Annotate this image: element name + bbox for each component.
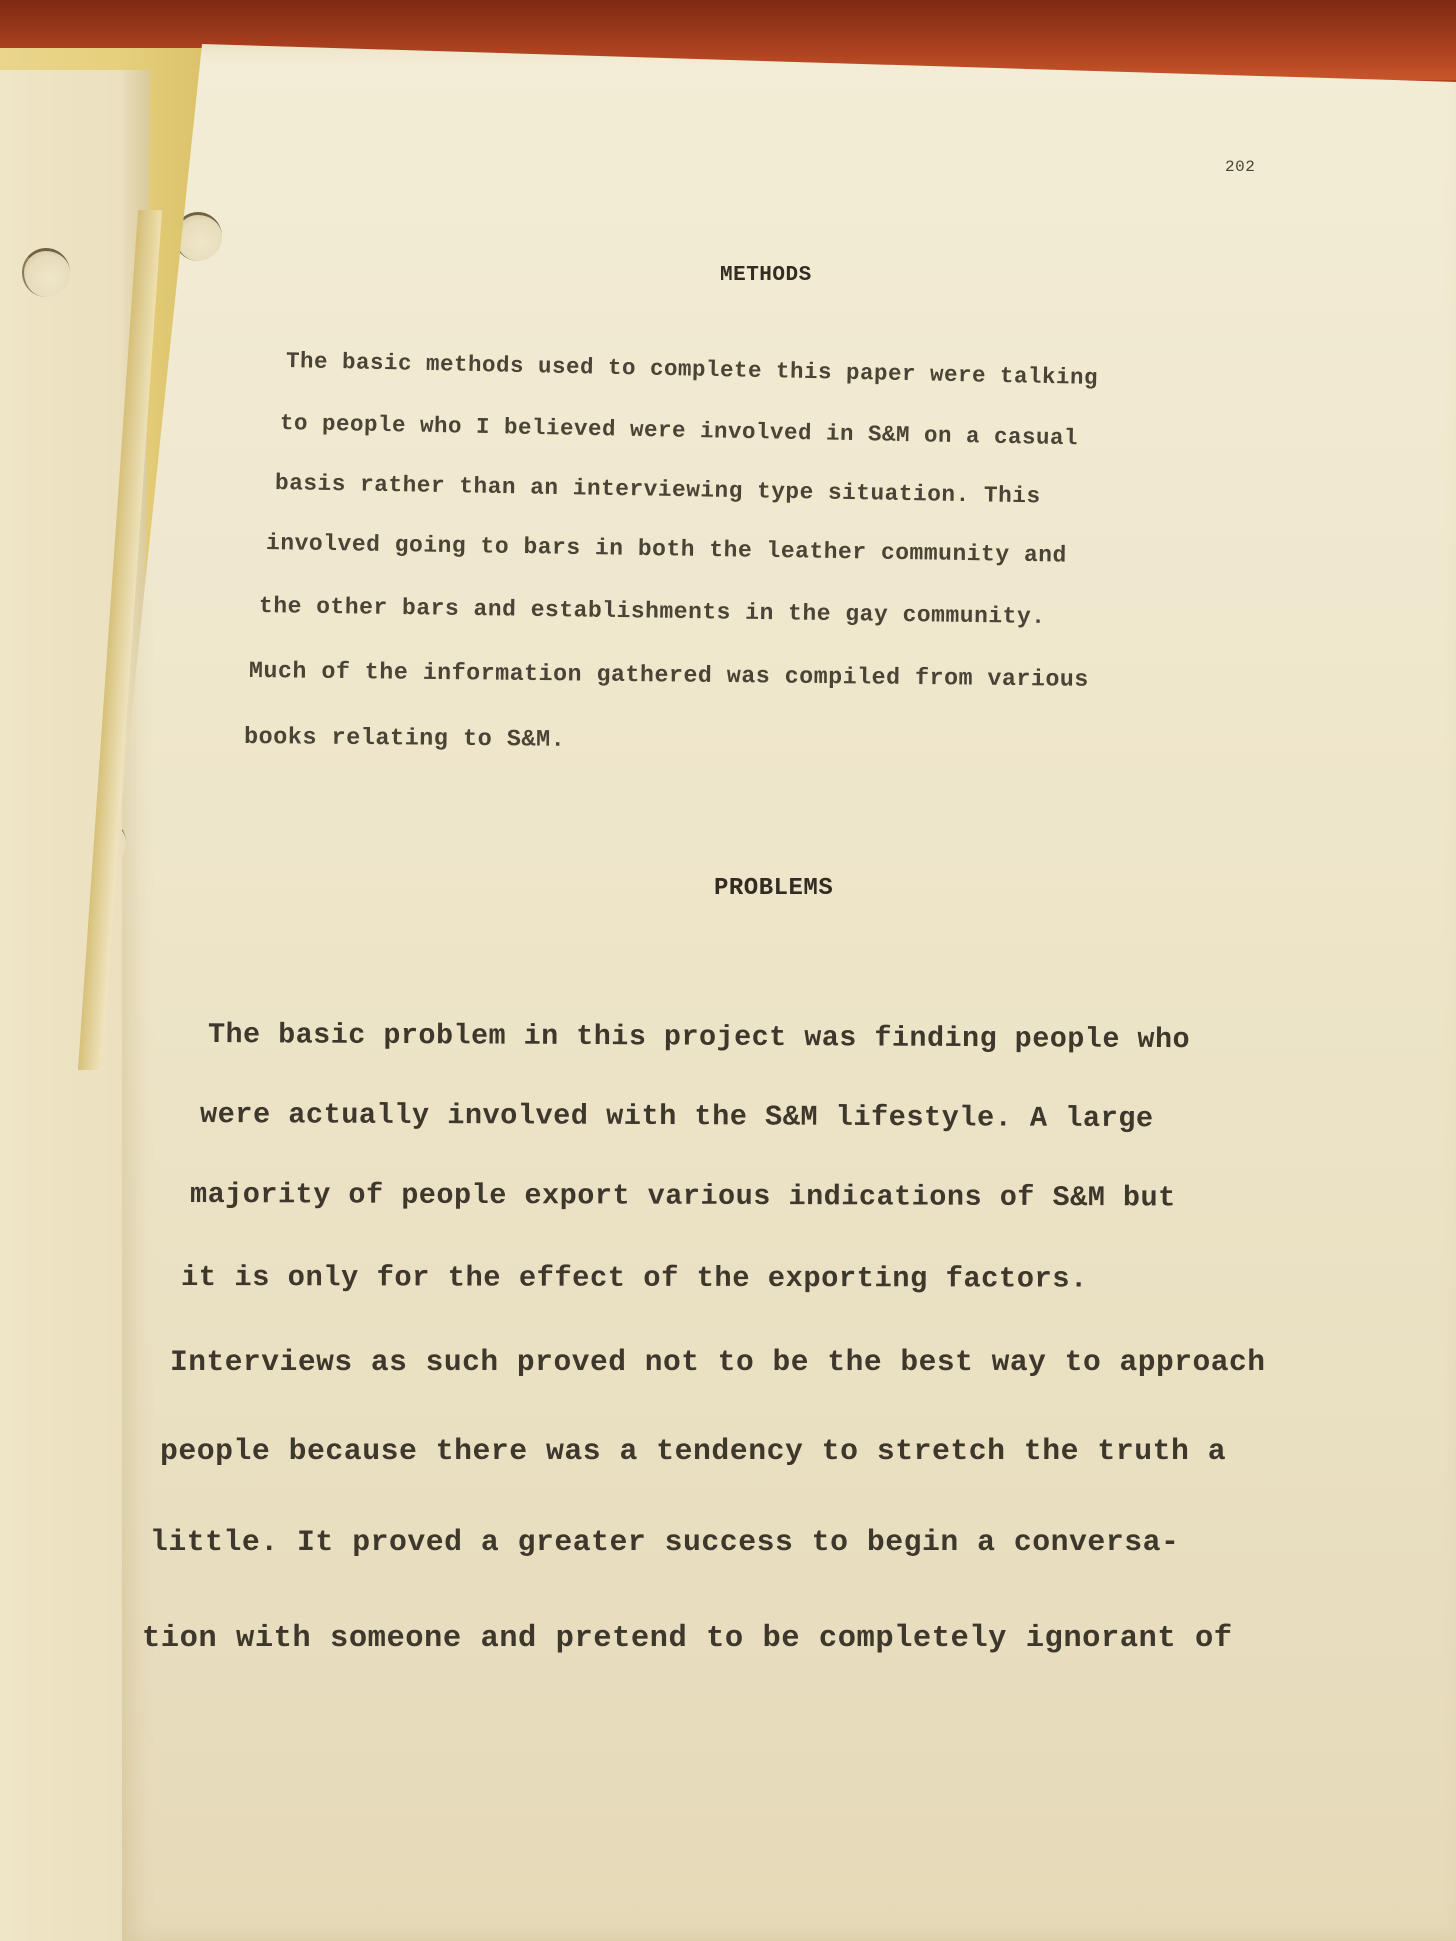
methods-line: books relating to S&M. xyxy=(243,724,566,754)
page-number: 202 xyxy=(1225,158,1256,176)
methods-line: The basic methods used to complete this paper were talking xyxy=(285,348,1099,392)
methods-line: involved going to bars in both the leather community and xyxy=(265,530,1068,569)
typed-page xyxy=(122,44,1456,1941)
problems-line: Interviews as such proved not to be the best way to approach xyxy=(170,1345,1266,1379)
problems-line: tion with someone and pretend to be completely ignorant of xyxy=(142,1622,1233,1656)
problems-line: little. It proved a greater success to begin a conversa- xyxy=(150,1525,1180,1559)
punch-hole-left xyxy=(22,248,70,297)
problems-line: The basic problem in this project was finding people who xyxy=(207,1018,1191,1057)
problems-line: majority of people export various indications of S&M but xyxy=(189,1178,1176,1215)
methods-heading: METHODS xyxy=(720,264,812,287)
problems-line: people because there was a tendency to stretch the truth a xyxy=(160,1434,1227,1468)
methods-line: basis rather than an interviewing type situation. This xyxy=(274,470,1041,510)
problems-line: it is only for the effect of the exporting factors. xyxy=(180,1261,1088,1296)
problems-line: were actually involved with the S&M lifestyle. A large xyxy=(199,1098,1154,1136)
methods-line: to people who I believed were involved in S&M on a casual xyxy=(279,410,1079,452)
methods-line: Much of the information gathered was compiled from various xyxy=(248,658,1089,693)
problems-heading: PROBLEMS xyxy=(714,875,834,902)
methods-line: the other bars and establishments in the gay community. xyxy=(258,593,1046,630)
